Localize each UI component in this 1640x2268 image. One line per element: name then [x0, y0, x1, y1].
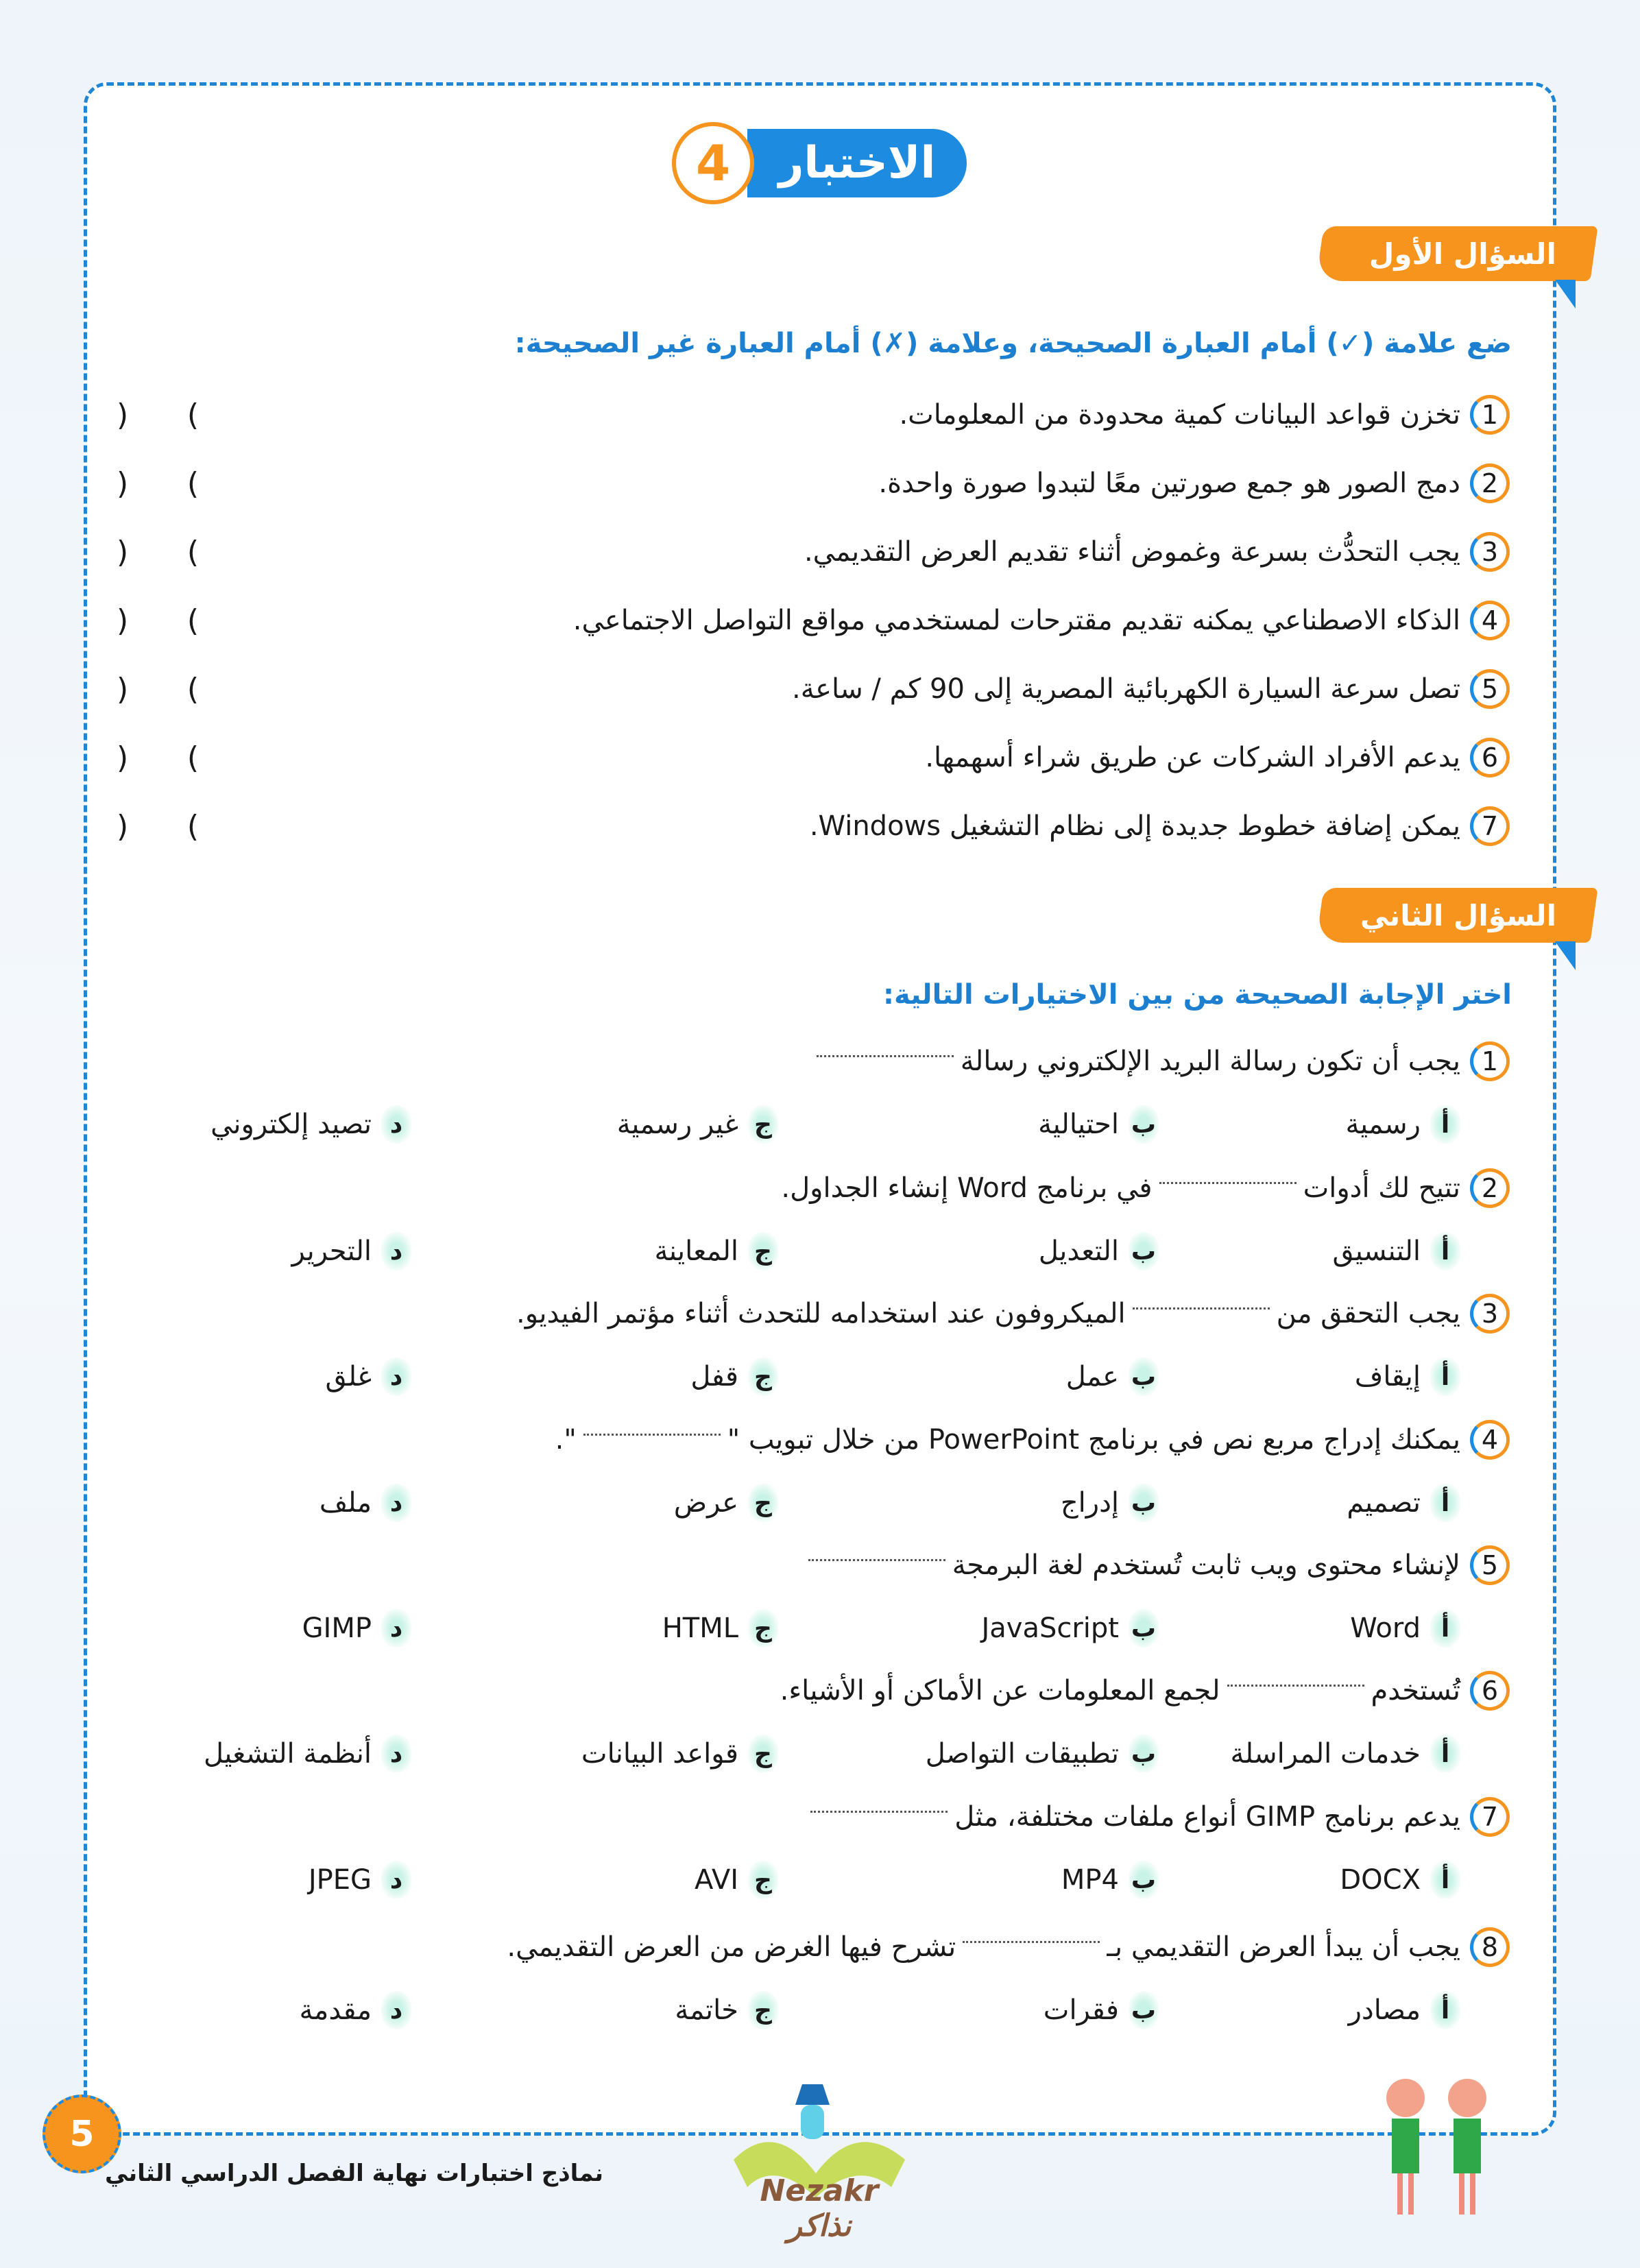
question-number: 6 — [1470, 1671, 1510, 1711]
option-letter: ج — [748, 1861, 778, 1899]
option-text: خدمات المراسلة — [1230, 1738, 1421, 1770]
answer-option[interactable] — [654, 1227, 778, 1275]
option-letter: ج — [748, 1735, 778, 1773]
tab-tail — [1555, 941, 1576, 970]
answer-option[interactable] — [299, 1986, 411, 2034]
kids-illustration-icon — [1337, 2057, 1543, 2228]
answer-parentheses[interactable] — [117, 665, 199, 713]
section2-tab — [1316, 888, 1597, 943]
answer-option[interactable] — [325, 1353, 411, 1401]
test-number-badge — [672, 122, 754, 204]
option-text: HTML — [662, 1613, 738, 1644]
paren-close: ) — [117, 466, 129, 501]
mcq-question — [516, 1290, 1510, 1338]
option-text: مصادر — [1348, 1994, 1421, 2026]
question-text-before: يجب أن يبدأ العرض التقديمي بـ — [1107, 1931, 1460, 1963]
question-text-after: تشرح فيها الغرض من العرض التقديمي. — [507, 1931, 956, 1963]
option-text: ملف — [319, 1487, 372, 1519]
question-text-after: في برنامج Word إنشاء الجداول. — [781, 1172, 1153, 1204]
answer-option[interactable] — [204, 1730, 411, 1778]
answer-option[interactable] — [1346, 1100, 1460, 1148]
answer-option[interactable] — [926, 1730, 1159, 1778]
option-letter: ج — [748, 1991, 778, 2029]
question-number: 1 — [1470, 1041, 1510, 1081]
answer-option[interactable] — [1039, 1227, 1159, 1275]
option-letter: أ — [1430, 1861, 1460, 1899]
answer-parentheses[interactable] — [117, 802, 199, 850]
answer-option[interactable] — [981, 1604, 1159, 1652]
mcq-question — [801, 1541, 1510, 1589]
option-letter: ب — [1129, 1232, 1159, 1270]
answer-option[interactable] — [1332, 1227, 1460, 1275]
option-letter: ج — [748, 1609, 778, 1648]
option-text: عمل — [1065, 1361, 1119, 1392]
answer-option[interactable] — [1038, 1100, 1159, 1148]
answer-blank — [1159, 1182, 1297, 1184]
answer-blank — [1227, 1685, 1364, 1687]
tf-statement — [573, 596, 1510, 644]
question-number: 3 — [1470, 1294, 1510, 1334]
option-text: خاتمة — [675, 1994, 738, 2026]
statement-text: دمج الصور هو جمع صورتين معًا لتبدوا صورة واحدة. — [878, 468, 1460, 499]
paren-close: ) — [117, 534, 129, 570]
option-letter: د — [381, 1861, 411, 1899]
option-text: فقرات — [1043, 1994, 1119, 2026]
option-letter: ب — [1129, 1609, 1159, 1648]
answer-blank — [583, 1434, 721, 1436]
section2-instruction: اختر الإجابة الصحيحة من بين الاختيارات التالية: — [882, 979, 1512, 1011]
question-number: 7 — [1470, 1797, 1510, 1837]
mcq-question — [804, 1793, 1510, 1841]
section1-tab — [1316, 226, 1597, 281]
answer-option[interactable] — [1349, 1986, 1460, 2034]
option-letter: أ — [1430, 1735, 1460, 1773]
option-text: رسمية — [1345, 1109, 1421, 1140]
option-text: قفل — [690, 1361, 738, 1392]
question-text-before: لإنشاء محتوى ويب ثابت تُستخدم لغة البرمجة — [952, 1549, 1460, 1581]
statement-text: يجب التحدُّث بسرعة وغموض أثناء تقديم العرض التقديمي. — [804, 536, 1460, 568]
option-letter: أ — [1430, 1484, 1460, 1522]
option-letter: أ — [1430, 1232, 1460, 1270]
answer-option[interactable] — [695, 1856, 778, 1904]
section2-tab-label: السؤال الثاني — [1360, 898, 1556, 932]
option-text: التنسيق — [1332, 1235, 1421, 1267]
answer-option[interactable] — [1340, 1856, 1460, 1904]
option-letter: أ — [1430, 1991, 1460, 2029]
question-number: 4 — [1470, 1420, 1510, 1460]
option-letter: د — [381, 1735, 411, 1773]
test-number: 4 — [695, 134, 731, 192]
question-number: 2 — [1470, 1168, 1510, 1208]
question-text-before: تُستخدم — [1371, 1675, 1460, 1706]
answer-parentheses[interactable] — [117, 528, 199, 576]
paren-open: ( — [186, 466, 199, 501]
option-text: قواعد البيانات — [581, 1738, 738, 1770]
page-number: 5 — [69, 2113, 95, 2155]
option-text: Word — [1350, 1613, 1421, 1644]
option-letter: ب — [1129, 1484, 1159, 1522]
answer-option[interactable] — [1355, 1353, 1460, 1401]
answer-option[interactable] — [319, 1479, 411, 1527]
answer-parentheses[interactable] — [117, 734, 199, 782]
statement-text: يدعم الأفراد الشركات عن طريق شراء أسهمها. — [925, 742, 1460, 773]
paren-open: ( — [186, 534, 199, 570]
answer-option[interactable] — [309, 1856, 411, 1904]
option-text: GIMP — [302, 1613, 372, 1644]
option-text: غير رسمية — [616, 1109, 738, 1140]
option-text: احتيالية — [1038, 1109, 1119, 1140]
paren-close: ) — [117, 740, 129, 775]
item-number: 4 — [1470, 601, 1510, 640]
option-letter: ب — [1129, 1861, 1159, 1899]
option-text: إيقاف — [1354, 1361, 1421, 1392]
answer-option[interactable] — [292, 1227, 411, 1275]
option-letter: د — [381, 1105, 411, 1144]
answer-parentheses[interactable] — [117, 596, 199, 644]
mcq-question — [810, 1037, 1510, 1085]
answer-option[interactable] — [581, 1730, 778, 1778]
question-text-before: يدعم برنامج GIMP أنواع ملفات مختلفة، مثل — [954, 1801, 1460, 1833]
answer-option[interactable] — [1066, 1353, 1159, 1401]
answer-blank — [1133, 1307, 1270, 1310]
option-letter: د — [381, 1232, 411, 1270]
option-text: DOCX — [1340, 1864, 1421, 1896]
option-text: عرض — [673, 1487, 738, 1519]
option-text: AVI — [695, 1864, 738, 1896]
option-letter: أ — [1430, 1358, 1460, 1396]
option-letter: د — [381, 1358, 411, 1396]
option-text: إدراج — [1060, 1487, 1119, 1519]
mcq-question — [507, 1923, 1510, 1971]
tf-statement — [878, 459, 1510, 507]
answer-option[interactable] — [1347, 1479, 1460, 1527]
option-text: التحرير — [291, 1235, 372, 1267]
tf-statement — [899, 391, 1510, 439]
option-letter: أ — [1430, 1105, 1460, 1144]
tf-statement — [804, 528, 1510, 576]
paren-close: ) — [117, 603, 129, 638]
answer-option[interactable] — [1061, 1479, 1159, 1527]
answer-option[interactable] — [662, 1604, 778, 1652]
question-text-before: يجب أن تكون رسالة البريد الإلكتروني رسالة — [960, 1046, 1460, 1077]
tf-statement — [925, 734, 1510, 782]
mcq-question — [555, 1416, 1510, 1464]
question-number: 8 — [1470, 1927, 1510, 1967]
mcq-question — [780, 1667, 1510, 1715]
option-text: مقدمة — [299, 1994, 372, 2026]
section1-instruction: ضع علامة (✓) أمام العبارة الصحيحة، وعلامة (✗) أمام العبارة غير الصحيحة: — [514, 328, 1512, 359]
answer-option[interactable] — [674, 1479, 778, 1527]
test-title-text: الاختبار — [778, 138, 936, 189]
option-letter: ج — [748, 1484, 778, 1522]
item-number: 1 — [1470, 395, 1510, 435]
option-text: تطبيقات التواصل — [925, 1738, 1119, 1770]
statement-text: الذكاء الاصطناعي يمكنه تقديم مقترحات لمستخدمي مواقع التواصل الاجتماعي. — [572, 605, 1460, 636]
option-text: المعاينة — [654, 1235, 738, 1267]
section1-tab-label: السؤال الأول — [1369, 237, 1556, 271]
tab-tail — [1555, 280, 1576, 309]
answer-option[interactable] — [1230, 1730, 1460, 1778]
answer-parentheses[interactable] — [117, 459, 199, 507]
option-text: غلق — [325, 1361, 372, 1392]
item-number: 5 — [1470, 669, 1510, 709]
answer-parentheses[interactable] — [117, 391, 199, 439]
test-title — [747, 129, 967, 197]
option-text: تصيد إلكتروني — [210, 1109, 372, 1140]
option-letter: ج — [748, 1358, 778, 1396]
option-text: JavaScript — [981, 1613, 1119, 1644]
paren-open: ( — [186, 808, 199, 844]
question-text-after: ". — [555, 1424, 577, 1456]
answer-blank — [810, 1811, 948, 1813]
item-number: 7 — [1470, 806, 1510, 846]
option-letter: د — [381, 1484, 411, 1522]
paren-open: ( — [186, 603, 199, 638]
answer-blank — [963, 1941, 1100, 1943]
question-number: 5 — [1470, 1545, 1510, 1585]
option-letter: ب — [1129, 1358, 1159, 1396]
option-letter: أ — [1430, 1609, 1460, 1648]
question-text-before: تتيح لك أدوات — [1303, 1172, 1460, 1204]
tf-statement — [792, 665, 1510, 713]
tf-statement — [810, 802, 1510, 850]
statement-text: يمكن إضافة خطوط جديدة إلى نظام التشغيل Windows. — [809, 810, 1460, 842]
question-text-after: لجمع المعلومات عن الأماكن أو الأشياء. — [780, 1675, 1220, 1706]
answer-option[interactable] — [302, 1604, 411, 1652]
answer-option[interactable] — [690, 1353, 778, 1401]
option-letter: د — [381, 1609, 411, 1648]
mcq-question — [781, 1164, 1510, 1212]
option-letter: ج — [748, 1105, 778, 1144]
paren-open: ( — [186, 740, 199, 775]
answer-option[interactable] — [675, 1986, 778, 2034]
paren-open: ( — [186, 671, 199, 707]
logo-text: Nezakr نذاكر — [760, 2173, 879, 2243]
paren-close: ) — [117, 397, 129, 433]
answer-option[interactable] — [1061, 1856, 1159, 1904]
question-text-before: يمكنك إدراج مربع نص في برنامج PowerPoint من خلال تبويب " — [727, 1424, 1460, 1456]
paren-open: ( — [186, 397, 199, 433]
option-letter: ب — [1129, 1105, 1159, 1144]
answer-option[interactable] — [210, 1100, 411, 1148]
option-text: التعديل — [1038, 1235, 1119, 1267]
answer-option[interactable] — [1044, 1986, 1159, 2034]
answer-blank — [817, 1055, 954, 1057]
answer-option[interactable] — [617, 1100, 778, 1148]
question-text-after: الميكروفون عند استخدامه للتحدث أثناء مؤتمر الفيديو. — [516, 1298, 1126, 1329]
option-text: أنظمة التشغيل — [203, 1738, 372, 1770]
option-letter: د — [381, 1991, 411, 2029]
book-title: نماذج اختبارات نهاية الفصل الدراسي الثاني — [105, 2160, 603, 2187]
option-text: MP4 — [1061, 1864, 1119, 1896]
statement-text: تصل سرعة السيارة الكهربائية المصرية إلى 90 كم / ساعة. — [791, 673, 1460, 705]
answer-blank — [808, 1559, 945, 1561]
statement-text: تخزن قواعد البيانات كمية محدودة من المعلومات. — [899, 399, 1460, 431]
paren-close: ) — [117, 671, 129, 707]
option-text: JPEG — [308, 1864, 372, 1896]
option-text: تصميم — [1347, 1487, 1421, 1519]
option-letter: ب — [1129, 1735, 1159, 1773]
item-number: 3 — [1470, 532, 1510, 572]
item-number: 2 — [1470, 463, 1510, 503]
paren-close: ) — [117, 808, 129, 844]
question-text-before: يجب التحقق من — [1276, 1298, 1460, 1329]
answer-option[interactable] — [1350, 1604, 1460, 1652]
option-letter: ج — [748, 1232, 778, 1270]
option-letter: ب — [1129, 1991, 1159, 2029]
item-number: 6 — [1470, 738, 1510, 777]
